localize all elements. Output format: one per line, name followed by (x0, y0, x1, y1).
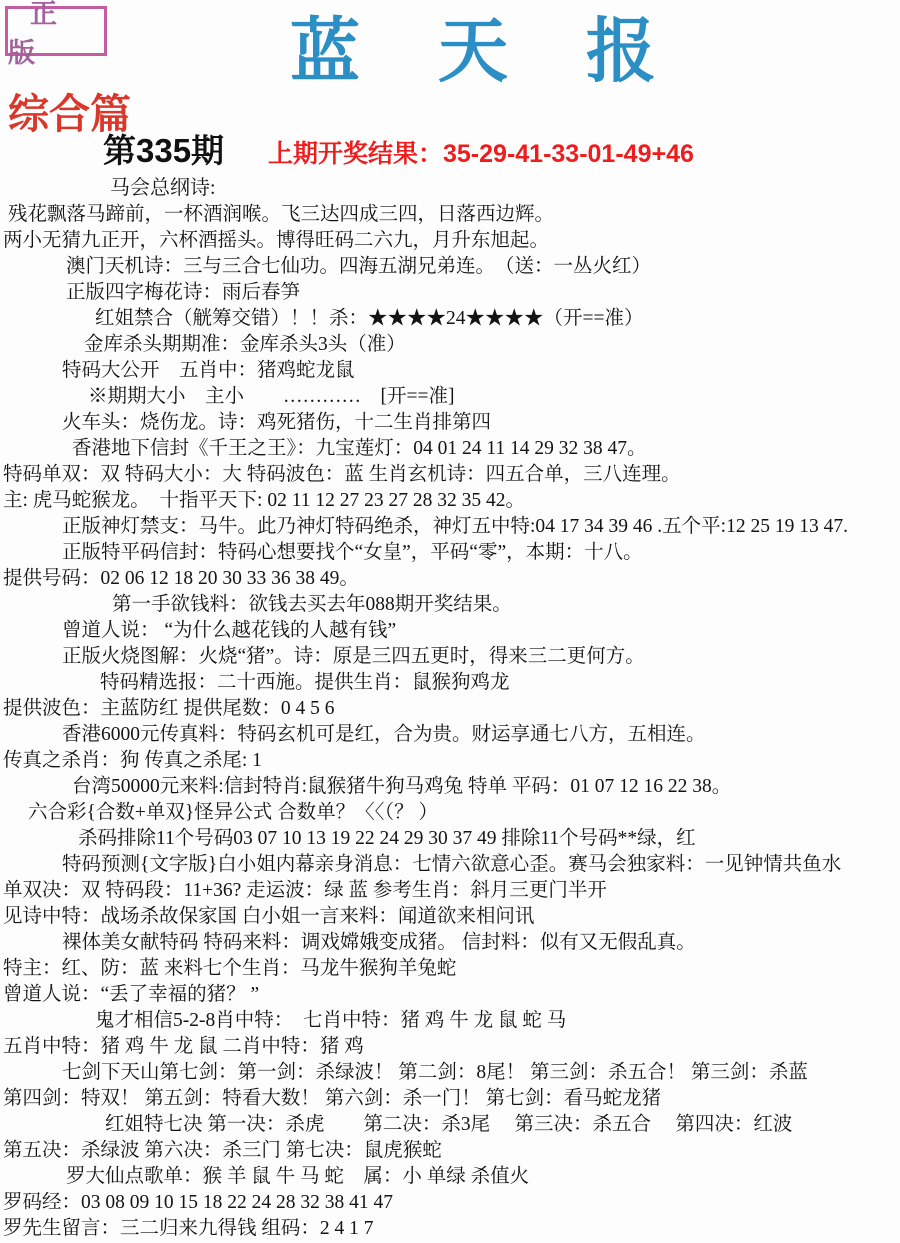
body-line: 金库杀头期期准：金库杀头3头（准） (84, 334, 406, 355)
body-line: 特码大公开 五肖中：猪鸡蛇龙鼠 (62, 360, 355, 381)
body-line: 特码单双：双 特码大小：大 特码波色：蓝 生肖玄机诗：四五合单，三八连理。 (3, 464, 681, 485)
body-line: 香港6000元传真料：特码玄机可是红，合为贵。财运享通七八方，五相连。 (62, 724, 706, 745)
body-line: 六合彩{合数+单双}怪异公式 合数单？〈〈（？ ） (28, 802, 438, 823)
body-line: 鬼才相信5-2-8肖中特： 七肖中特：猪 鸡 牛 龙 鼠 蛇 马 (95, 1010, 567, 1031)
body-line: 曾道人说：“丢了幸福的猪？ ” (3, 984, 260, 1005)
body-line: 特码预测{文字版}白小姐内幕亲身消息：七情六欲意心歪。赛马会独家料：一见钟情共鱼水 (62, 854, 842, 875)
body-line: 七剑下天山第七剑：第一剑：杀绿波！ 第二剑：8尾！ 第三剑：杀五合！ 第三剑：杀蓝 (62, 1062, 808, 1083)
body-line: 红姐禁合（觥筹交错）！！杀：★★★★24★★★★（开==准） (95, 308, 644, 329)
page-title: 蓝天报 (290, 14, 734, 91)
poem-intro: 马会总纲诗: (110, 177, 216, 199)
body-line: 第一手欲钱料：欲钱去买去年088期开奖结果。 (112, 594, 512, 615)
body-line: 罗大仙点歌单：猴 羊 鼠 牛 马 蛇 属：小 单绿 杀值火 (66, 1166, 530, 1187)
body-line: 香港地下信封《千王之王》：九宝莲灯：04 01 24 11 14 29 32 38 47。 (72, 438, 647, 459)
edition-badge: 正版 (5, 6, 107, 56)
body-line: 罗先生留言：三二归来九得钱 组码：2 4 1 7 (3, 1218, 374, 1239)
body-lines (0, 202, 900, 1242)
body-line: 台湾50000元来料:信封特肖:鼠猴猪牛狗马鸡兔 特单 平码：01 07 12 16 22 38。 (72, 776, 732, 797)
body-line: 正版四字梅花诗：雨后春笋 (66, 282, 301, 303)
body-line: 澳门天机诗：三与三合七仙功。四海五湖兄弟连。 （送：一丛火红） (66, 256, 652, 277)
body-line: ※期期大小 主小 ………… [开==准] (88, 386, 455, 407)
body-line: 提供波色：主蓝防红 提供尾数：0 4 5 6 (3, 698, 335, 719)
issue-number: 第335期 (103, 132, 225, 169)
body-line: 第五决：杀绿波 第六决：杀三门 第七决：鼠虎猴蛇 (3, 1140, 442, 1161)
body-line: 主: 虎马蛇猴龙。 十指平天下: 02 11 12 27 23 27 28 32 35 42。 (3, 490, 525, 511)
body-line: 提供号码：02 06 12 18 20 30 33 36 38 49。 (3, 568, 359, 589)
body-line: 火车头：烧伤龙。诗：鸡死猪伤，十二生肖排第四 (62, 412, 492, 433)
body-line: 红姐特七决 第一决：杀虎 第二决：杀3尾 第三决：杀五合 第四决：红波 (105, 1114, 793, 1135)
body-line: 正版神灯禁支：马牛。此乃神灯特码绝杀，神灯五中特:04 17 34 39 46 .五个平:12 25 19 13 47. (62, 516, 848, 537)
body-line: 单双决：双 特码段：11+36? 走运波：绿 蓝 参考生肖：斜月三更门半开 (3, 880, 607, 901)
body-line: 正版特平码信封：特码心想要找个“女皇”，平码“零”，本期：十八。 (62, 542, 643, 563)
body-line: 五肖中特：猪 鸡 牛 龙 鼠 二肖中特：猪 鸡 (3, 1036, 364, 1057)
body-line: 特主：红、防：蓝 来料七个生肖：马龙牛猴狗羊兔蛇 (3, 958, 457, 979)
body-line: 曾道人说： “为什么越花钱的人越有钱” (62, 620, 397, 641)
body-line: 裸体美女献特码 特码来料：调戏嫦娥变成猪。 信封料：似有又无假乱真。 (62, 932, 696, 953)
body-line: 见诗中特：战场杀故保家国 白小姐一言来料：闻道欲来相问讯 (3, 906, 535, 927)
section-title: 综合篇 (8, 91, 131, 137)
body-line: 杀码排除11个号码03 07 10 13 19 22 24 29 30 37 49 排除11个号码**绿，红 (78, 828, 696, 849)
previous-draw-result: 上期开奖结果：35-29-41-33-01-49+46 (268, 140, 694, 168)
body-line: 残花飘落马蹄前，一杯酒润喉。飞三达四成三四，日落西边辉。 (8, 204, 555, 225)
body-line: 罗码经：03 08 09 10 15 18 22 24 28 32 38 41 47 (3, 1192, 394, 1213)
body-line: 特码精选报：二十西施。提供生肖：鼠猴狗鸡龙 (100, 672, 510, 693)
body-line: 传真之杀肖：狗 传真之杀尾: 1 (3, 750, 262, 771)
body-line: 第四剑：特双！ 第五剑：特看大数！ 第六剑：杀一门！ 第七剑：看马蛇龙猪 (3, 1088, 662, 1109)
body-line: 正版火烧图解：火烧“猪”。诗：原是三四五更时，得来三二更何方。 (62, 646, 645, 667)
body-line: 两小无猜九正开，六杯酒摇头。博得旺码二六九，月升东旭起。 (3, 230, 550, 251)
